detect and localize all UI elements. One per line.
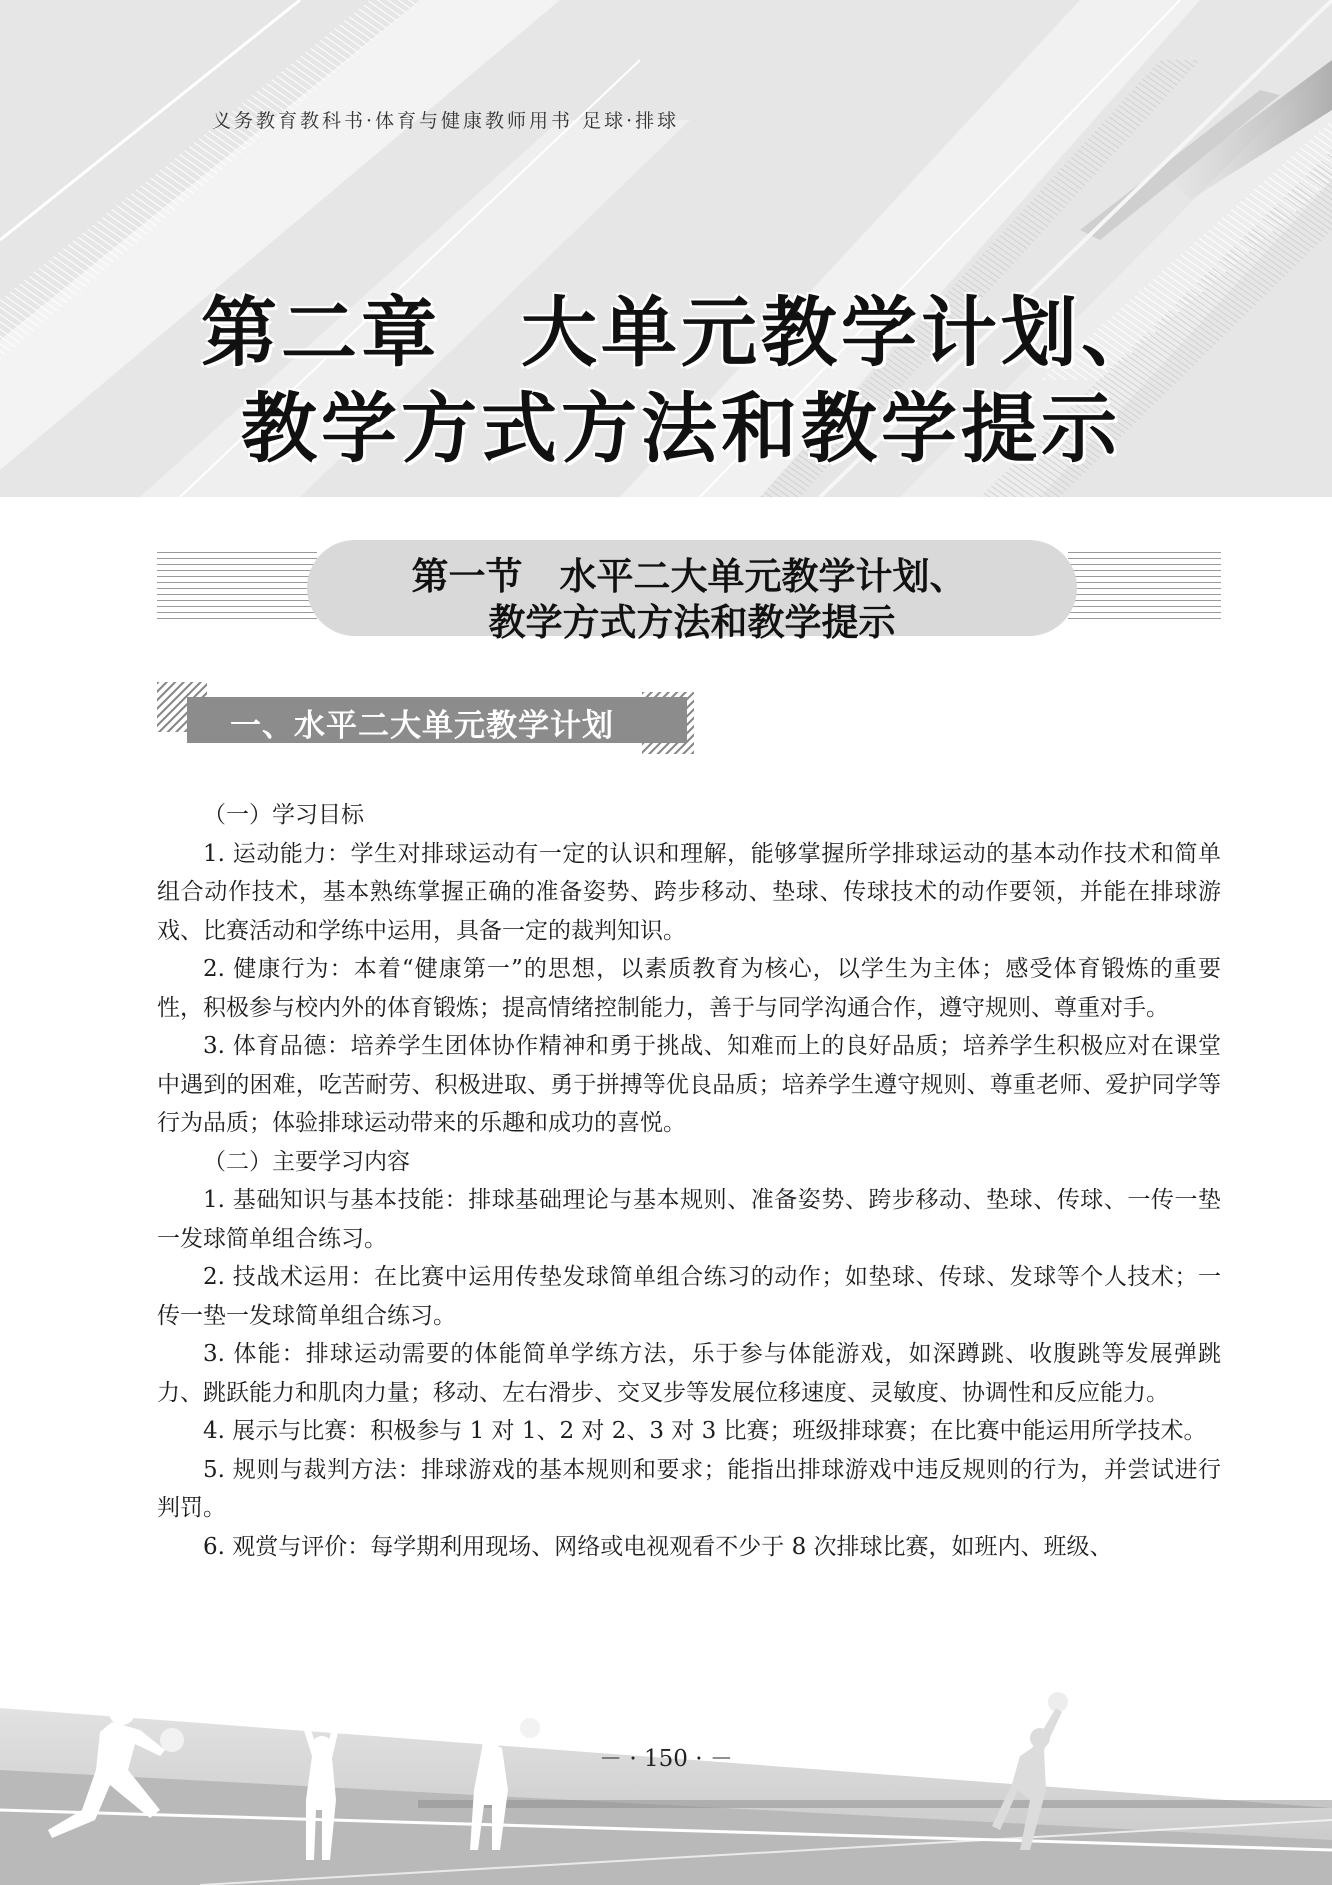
body-text (157, 796, 1221, 1566)
section-title-right-lines (1068, 552, 1221, 624)
chapter-title-line1: 第二章 大单元教学计划、 (201, 288, 1161, 377)
paragraph-competition: 4. 展示与比赛：积极参与 1 对 1、2 对 2、3 对 3 比赛；班级排球赛；在比赛中能运用所学技术。 (203, 1418, 1207, 1444)
paragraph-basic-skills: 1. 基础知识与基本技能：排球基础理论与基本规则、准备姿势、跨步移动、垫球、传球、一传一垫一发球简单组合练习。 (157, 1187, 1221, 1252)
paragraph-health-behavior: 2. 健康行为：本着“健康第一”的思想，以素质教育为核心，以学生为主体；感受体育锻炼的重要性，积极参与校内外的体育锻炼；提高情绪控制能力，善于与同学沟通合作，遵守规则、尊重对手。 (157, 956, 1221, 1021)
subsection-title: 一、水平二大单元教学计划 (230, 708, 614, 744)
section-title-line1: 第一节 水平二大单元教学计划、 (411, 554, 967, 598)
page-number: － · 150 · － (599, 1746, 733, 1772)
paragraph-sports-ethics: 3. 体育品德：培养学生团体协作精神和勇于挑战、知难而上的良好品质；培养学生积极应对在课堂中遇到的困难，吃苦耐劳、积极进取、勇于拼搏等优良品质；培养学生遵守规则、尊重老师、爱护同学等行为品质；体验排球运动带来的乐趣和成功的喜悦。 (157, 1033, 1221, 1136)
section-title-line2: 教学方式方法和教学提示 (488, 600, 896, 644)
paragraph-fitness: 3. 体能：排球运动需要的体能简单学练方法，乐于参与体能游戏，如深蹲跳、收腹跳等发展弹跳力、跳跃能力和肌肉力量；移动、左右滑步、交叉步等发展位移速度、灵敏度、协调性和反应能力。 (157, 1341, 1221, 1406)
running-header: 义务教育教科书·体育与健康教师用书 足球·排球 (212, 110, 680, 132)
heading-learning-objectives: （一）学习目标 (203, 802, 364, 828)
paragraph-tactics: 2. 技战术运用：在比赛中运用传垫发球简单组合练习的动作；如垫球、传球、发球等个人技术；一传一垫一发球简单组合练习。 (157, 1264, 1221, 1329)
paragraph-viewing: 6. 观赏与评价：每学期利用现场、网络或电视观看不少于 8 次排球比赛，如班内、班级、 (203, 1533, 1113, 1560)
heading-main-content: （二）主要学习内容 (203, 1148, 410, 1175)
paragraph-rules: 5. 规则与裁判方法：排球游戏的基本规则和要求；能指出排球游戏中违反规则的行为，并尝试进行判罚。 (157, 1456, 1221, 1521)
chapter-banner (0, 0, 1332, 497)
section-title-left-lines (157, 552, 317, 624)
chapter-title-line2: 教学方式方法和教学提示 (241, 384, 1121, 473)
paragraph-motor-ability: 1. 运动能力：学生对排球运动有一定的认识和理解，能够掌握所学排球运动的基本动作技术和简单组合动作技术，基本熟练掌握正确的准备姿势、跨步移动、垫球、传球技术的动作要领，并能在排球游戏、比赛活动和学练中运用，具备一定的裁判知识。 (157, 840, 1221, 944)
